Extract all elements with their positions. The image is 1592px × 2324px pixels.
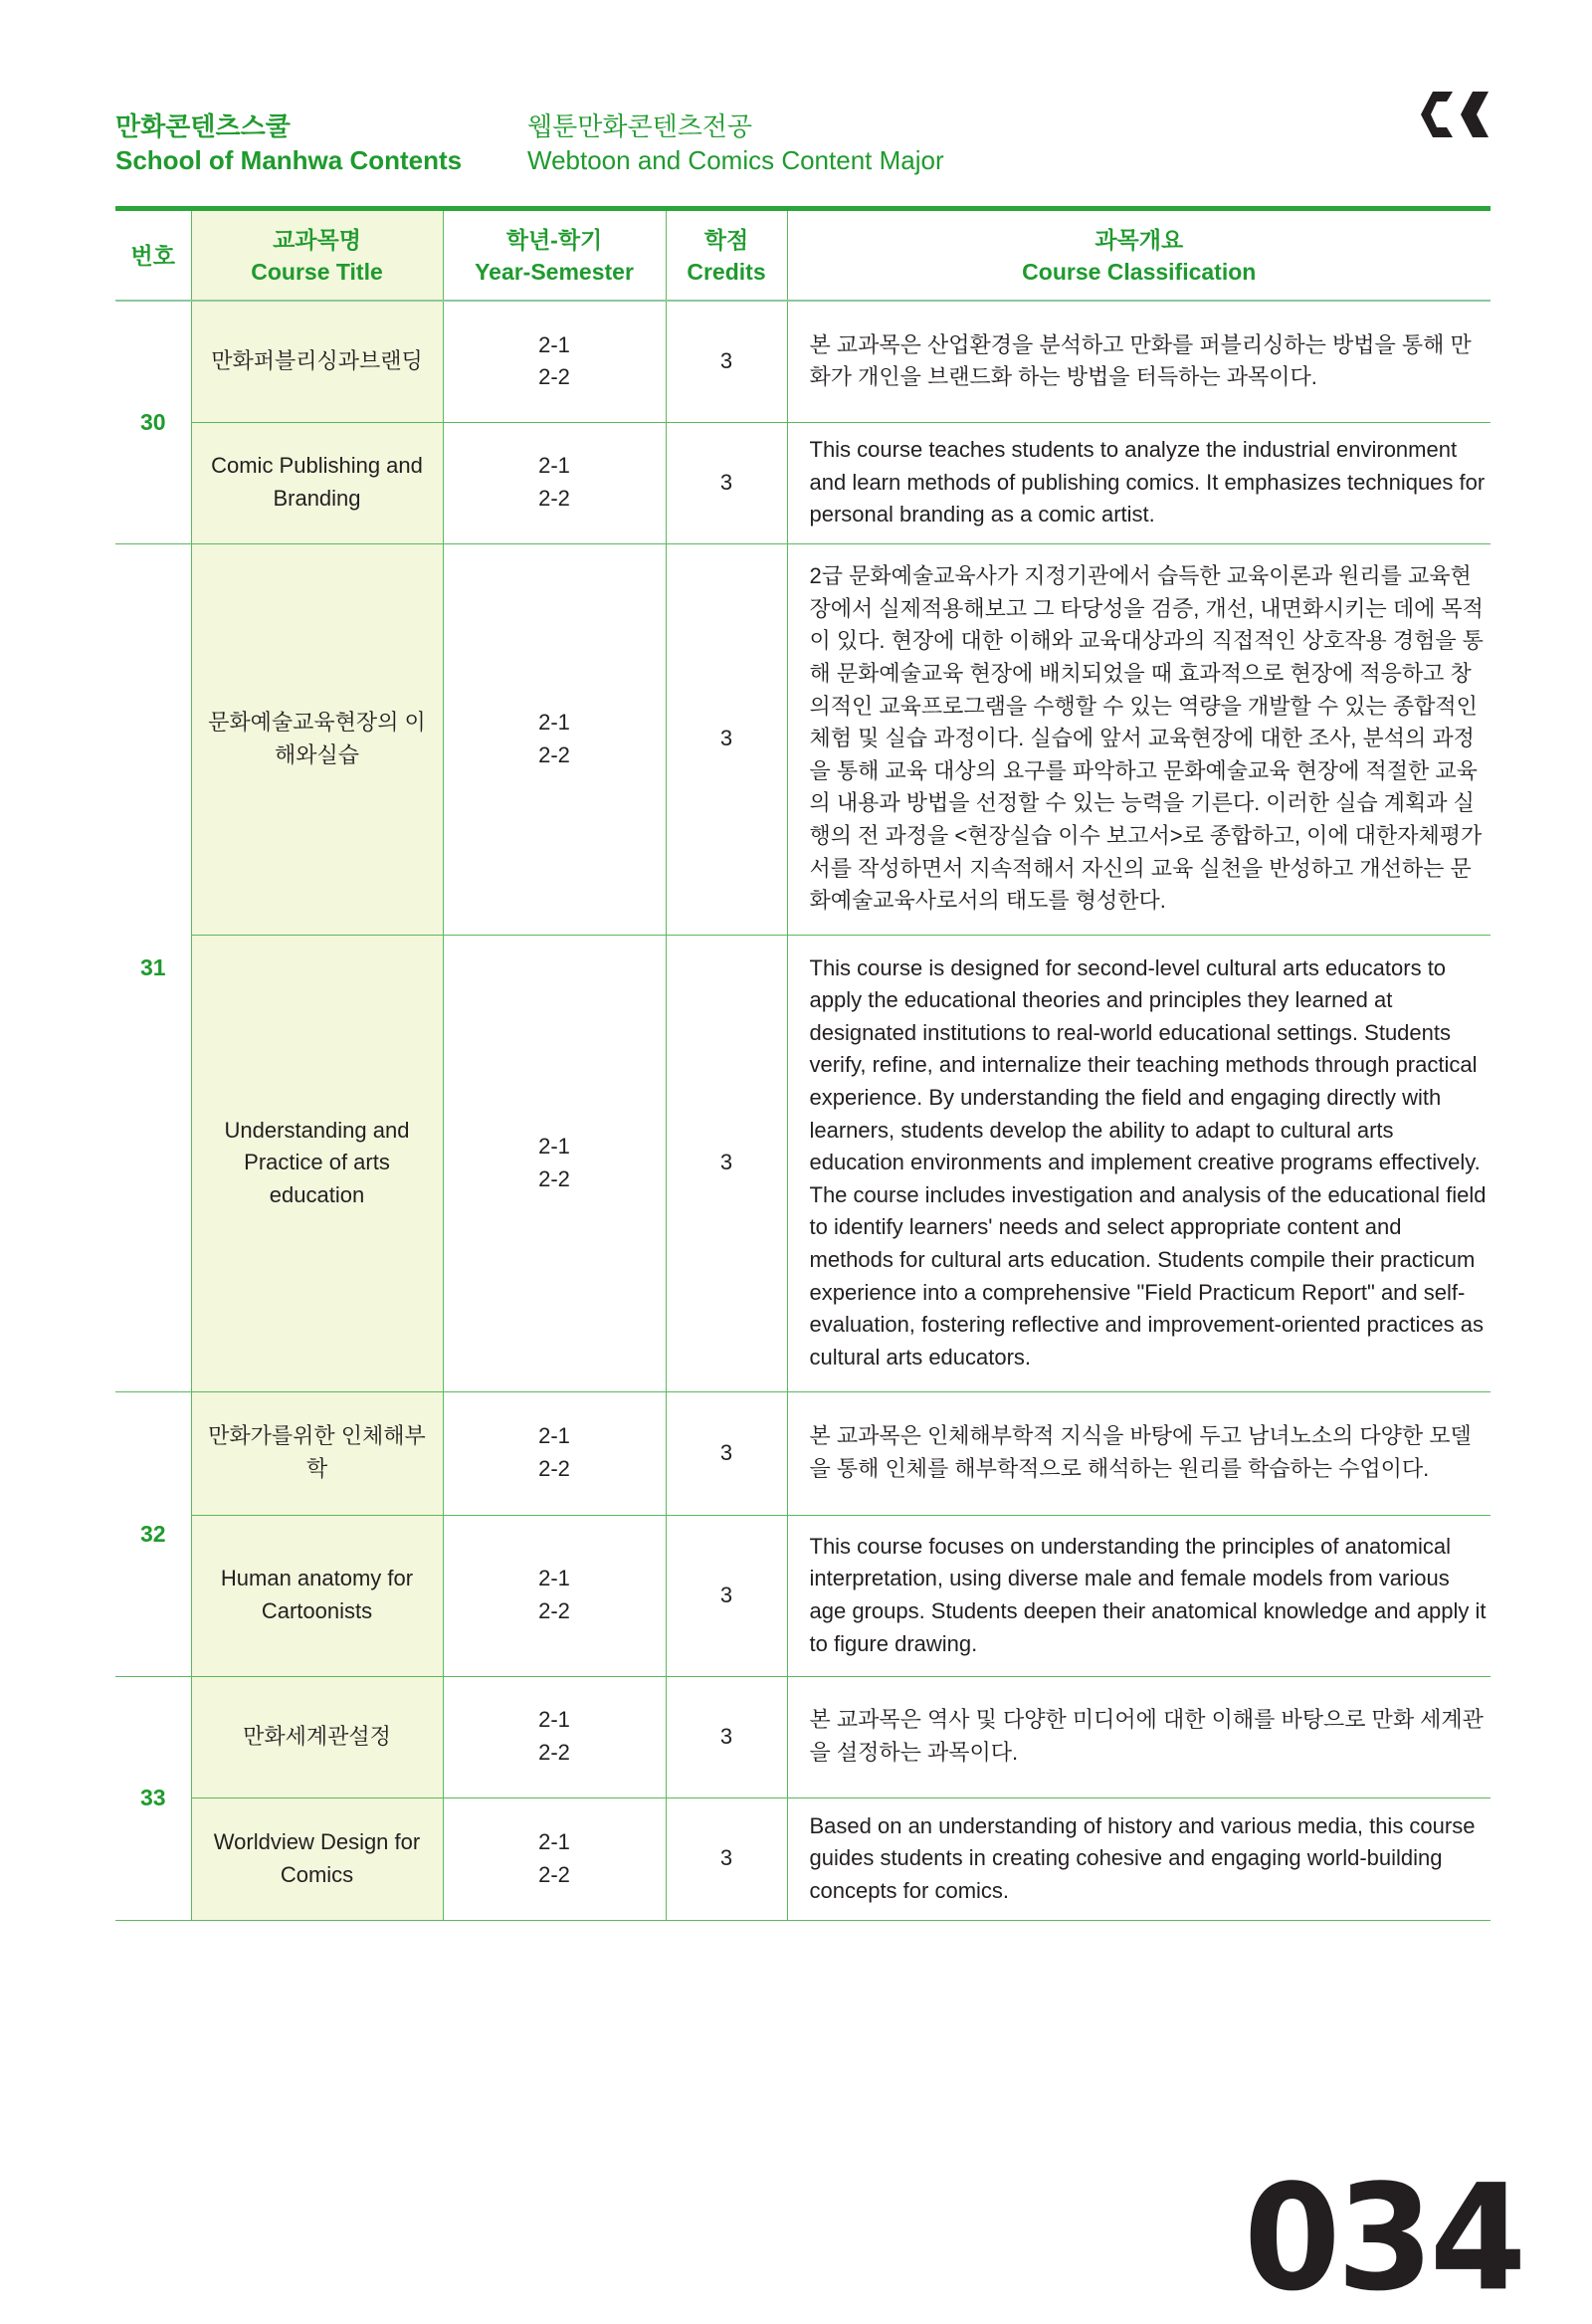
course-title: 만화세계관설정 [191, 1676, 443, 1797]
credits: 3 [666, 422, 787, 543]
major-name-en: Webtoon and Comics Content Major [527, 145, 944, 175]
major-name [527, 109, 944, 177]
course-title: Worldview Design for Comics [191, 1797, 443, 1920]
course-description: This course focuses on understanding the principles of anatomical interpretation, using diverse male and female models from various age groups. Students deepen their anatomical knowledge and apply it to figure drawing. [787, 1515, 1491, 1676]
credits: 3 [666, 543, 787, 935]
course-description: 본 교과목은 역사 및 다양한 미디어에 대한 이해를 바탕으로 만화 세계관을 설정하는 과목이다. [787, 1676, 1491, 1797]
course-title: Understanding and Practice of arts education [191, 935, 443, 1391]
course-number: 31 [115, 543, 191, 1391]
course-title: 문화예술교육현장의 이해와실습 [191, 543, 443, 935]
year-semester: 2-1 2-2 [443, 422, 666, 543]
credits: 3 [666, 1515, 787, 1676]
course-title: Comic Publishing and Branding [191, 422, 443, 543]
table-row [115, 1515, 1491, 1676]
course-description: This course teaches students to analyze the industrial environment and learn methods of publishing comics. It emphasizes techniques for personal branding as a comic artist. [787, 422, 1491, 543]
course-description: 본 교과목은 인체해부학적 지식을 바탕에 두고 남녀노소의 다양한 모델을 통해 인체를 해부학적으로 해석하는 원리를 학습하는 수업이다. [787, 1391, 1491, 1515]
year-semester: 2-1 2-2 [443, 1797, 666, 1920]
course-number: 33 [115, 1676, 191, 1920]
course-table [115, 211, 1491, 1921]
year-semester: 2-1 2-2 [443, 1391, 666, 1515]
year-semester: 2-1 2-2 [443, 1515, 666, 1676]
page-number: 034 [1244, 2153, 1523, 2324]
credits: 3 [666, 935, 787, 1391]
table-row [115, 935, 1491, 1391]
ck-logo [1413, 90, 1492, 139]
course-number: 30 [115, 301, 191, 543]
course-description: 2급 문화예술교육사가 지정기관에서 습득한 교육이론과 원리를 교육현장에서 실제적용해보고 그 타당성을 검증, 개선, 내면화시키는 데에 목적이 있다. 현장에 대한 이해와 교육대상과의 직접적인 상호작용 경험을 통해 문화예술교육 현장에 배치되었을 때 효과적으로 현장에 적응하고 창의적인 교육프로그램을 수행할 수 있는 역량을 개발할 수 있는 종합적인 체험 및 실습 과정이다. 실습에 앞서 교육현장에 대한 조사, 분석의 과정을 통해 교육 대상의 요구를 파악하고 문화예술교육 현장에 적절한 교육의 내용과 방법을 선정할 수 있는 능력을 기른다. 이러한 실습 계획과 실행의 전 과정을 <현장실습 이수 보고서>로 종합하고, 이에 대한자체평가서를 작성하면서 지속적해서 자신의 교육 실천을 반성하고 개선하는 문화예술교육사로서의 태도를 형성한다. [787, 543, 1491, 935]
course-number: 32 [115, 1391, 191, 1676]
year-semester: 2-1 2-2 [443, 301, 666, 422]
credits: 3 [666, 1797, 787, 1920]
table-row [115, 422, 1491, 543]
course-title: 만화가를위한 인체해부학 [191, 1391, 443, 1515]
col-number: 번호 [115, 211, 191, 301]
course-title: Human anatomy for Cartoonists [191, 1515, 443, 1676]
table-header-row [115, 211, 1491, 301]
credits: 3 [666, 301, 787, 422]
school-name-ko: 만화콘텐츠스쿨 [115, 111, 291, 141]
col-course-title: 교과목명 Course Title [191, 211, 443, 301]
credits: 3 [666, 1676, 787, 1797]
school-name-en: School of Manhwa Contents [115, 145, 463, 175]
table-row [115, 1391, 1491, 1515]
course-description: 본 교과목은 산업환경을 분석하고 만화를 퍼블리싱하는 방법을 통해 만화가 개인을 브랜드화 하는 방법을 터득하는 과목이다. [787, 301, 1491, 422]
school-name [115, 109, 462, 177]
course-description: Based on an understanding of history and various media, this course guides students in creating cohesive and engaging world-building concepts for comics. [787, 1797, 1491, 1920]
course-title: 만화퍼블리싱과브랜딩 [191, 301, 443, 422]
table-row [115, 543, 1491, 935]
table-row [115, 301, 1491, 422]
year-semester: 2-1 2-2 [443, 1676, 666, 1797]
col-year-semester: 학년-학기 Year-Semester [443, 211, 666, 301]
year-semester: 2-1 2-2 [443, 543, 666, 935]
table-row [115, 1797, 1491, 1920]
credits: 3 [666, 1391, 787, 1515]
year-semester: 2-1 2-2 [443, 935, 666, 1391]
col-credits: 학점 Credits [666, 211, 787, 301]
table-row [115, 1676, 1491, 1797]
major-name-ko: 웹툰만화콘텐츠전공 [527, 111, 753, 141]
col-course-classification: 과목개요 Course Classification [787, 211, 1491, 301]
course-description: This course is designed for second-level cultural arts educators to apply the educational theories and principles they learned at designated institutions to real-world educational settings. Students verify, refine, and internalize their teaching methods through practical experience. By understanding the field and engaging directly with learners, students develop the ability to adapt to cultural arts education environments and implement creative programs effectively. The course includes investigation and analysis of the educational field to identify learners' needs and select appropriate content and methods for cultural arts education. Students compile their practicum experience into a comprehensive "Field Practicum Report" and self-evaluation, fostering reflective and improvement-oriented practices as cultural arts educators. [787, 935, 1491, 1391]
